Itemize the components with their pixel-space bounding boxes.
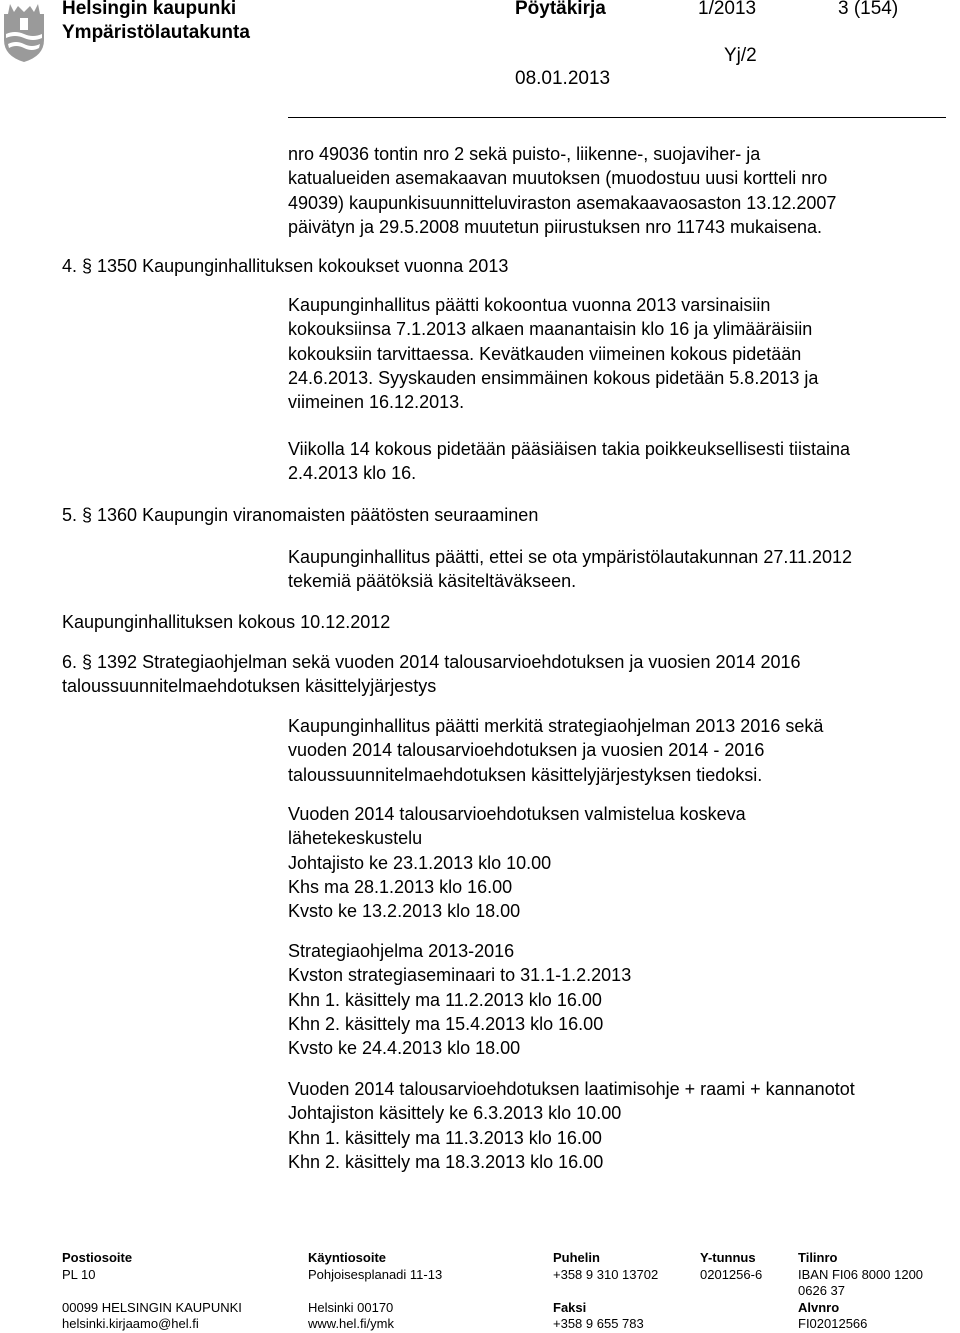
text-line: katualueiden asemakaavan muutoksen (muodostuu uusi kortteli nro xyxy=(288,168,828,189)
item-4-heading: 4. § 1350 Kaupunginhallituksen kokoukset vuonna 2013 xyxy=(62,256,509,276)
footer-value: 0626 37 xyxy=(798,1283,845,1298)
footer-label: Alvnro xyxy=(798,1299,840,1315)
header-divider xyxy=(288,117,946,118)
footer-postal xyxy=(62,1250,242,1333)
footer-value: +358 9 310 13702 xyxy=(553,1266,659,1282)
text-line: lähetekeskustelu xyxy=(288,828,423,849)
meeting-date: 08.01.2013 xyxy=(515,68,611,89)
footer-value: PL 10 xyxy=(62,1266,96,1282)
item-6-paragraph-3 xyxy=(288,939,631,1060)
item-4-paragraph-2 xyxy=(288,437,850,486)
text-line: taloussuunnitelmaehdotuksen käsittelyjärjestyksen tiedoksi. xyxy=(288,764,763,785)
text-line: Kvsto ke 13.2.2013 klo 18.00 xyxy=(288,901,521,922)
item-6-heading xyxy=(62,650,801,699)
text-line: 49039) kaupunkisuunnitteluviraston asemakaavaosaston 13.12.2007 xyxy=(288,192,837,213)
text-line: viimeinen 16.12.2013. xyxy=(288,392,465,413)
item-4-paragraph-1 xyxy=(288,293,818,414)
footer-label: Y-tunnus xyxy=(700,1250,756,1265)
footer-account xyxy=(798,1250,923,1333)
text-line: Khn 2. käsittely ma 18.3.2013 klo 16.00 xyxy=(288,1151,604,1172)
text-line: Kaupunginhallitus päätti kokoontua vuonna 2013 varsinaisiin xyxy=(288,295,771,315)
footer-value: 00099 HELSINGIN KAUPUNKI xyxy=(62,1299,242,1315)
item-6-paragraph-2 xyxy=(288,802,746,923)
text-line: Kaupunginhallitus päätti merkitä strategiaohjelman 2013 2016 sekä xyxy=(288,716,824,736)
city-name: Helsingin kaupunki xyxy=(62,0,237,19)
text-line: Khn 2. käsittely ma 15.4.2013 klo 16.00 xyxy=(288,1013,604,1034)
text-line: Kvston strategiaseminaari to 31.1-1.2.2013 xyxy=(288,965,632,986)
footer-label: Käyntiosoite xyxy=(308,1250,387,1265)
footer-value: Pohjoisesplanadi 11-13 xyxy=(308,1266,443,1282)
footer-value: Helsinki 00170 xyxy=(308,1299,394,1315)
board-name: Ympäristölautakunta xyxy=(62,22,250,43)
text-line: nro 49036 tontin nro 2 sekä puisto-, liikenne-, suojaviher- ja xyxy=(288,144,761,164)
footer-label: Postiosoite xyxy=(62,1250,133,1265)
item-5-heading: 5. § 1360 Kaupungin viranomaisten päätösten seuraaminen xyxy=(62,505,539,525)
footer-visit xyxy=(308,1250,442,1333)
section-id: Yj/2 xyxy=(724,45,757,66)
heading-line: taloussuunnitelmaehdotuksen käsittelyjärjestys xyxy=(62,676,437,697)
footer-web-link[interactable]: www.hel.fi/ymk xyxy=(308,1316,394,1331)
document-type: Pöytäkirja xyxy=(515,0,606,19)
footer-label: Tilinro xyxy=(798,1250,838,1265)
item-6-paragraph-4 xyxy=(288,1077,855,1174)
text-line: vuoden 2014 talousarvioehdotuksen ja vuosien 2014 - 2016 xyxy=(288,740,765,761)
document-number: 1/2013 xyxy=(698,0,757,19)
heading-line: 6. § 1392 Strategiaohjelman sekä vuoden 2014 talousarvioehdotuksen ja vuosien 2014 2016 xyxy=(62,652,801,672)
text-line: tekemiä päätöksiä käsiteltäväkseen. xyxy=(288,571,577,592)
text-line: päivätyn ja 29.5.2008 muutetun piirustuksen nro 11743 mukaisena. xyxy=(288,216,823,237)
footer-value: FI02012566 xyxy=(798,1316,868,1331)
footer-email[interactable]: helsinki.kirjaamo@hel.fi xyxy=(62,1316,199,1331)
text-line: Strategiaohjelma 2013-2016 xyxy=(288,941,515,961)
text-line: Khn 1. käsittely ma 11.3.2013 klo 16.00 xyxy=(288,1127,602,1148)
text-line: Kvsto ke 24.4.2013 klo 18.00 xyxy=(288,1038,521,1059)
item-5-paragraph xyxy=(288,545,852,594)
intro-paragraph xyxy=(288,142,836,239)
footer-value: 0201256-6 xyxy=(700,1266,763,1282)
page-number: 3 (154) xyxy=(838,0,899,19)
helsinki-crest-icon xyxy=(0,0,48,64)
text-line: Kaupunginhallitus päätti, ettei se ota ympäristölautakunnan 27.11.2012 xyxy=(288,547,853,567)
text-line: kokouksiin tarvittaessa. Kevätkauden viimeinen kokous pidetään xyxy=(288,343,802,364)
footer-value: IBAN FI06 8000 1200 xyxy=(798,1266,924,1282)
footer-phone xyxy=(553,1250,658,1333)
text-line: Johtajisto ke 23.1.2013 klo 10.00 xyxy=(288,852,552,873)
text-line: Khs ma 28.1.2013 klo 16.00 xyxy=(288,876,513,897)
text-line: 2.4.2013 klo 16. xyxy=(288,463,417,484)
text-line: Johtajiston käsittely ke 6.3.2013 klo 10.00 xyxy=(288,1103,622,1124)
text-line: 24.6.2013. Syyskauden ensimmäinen kokous pidetään 5.8.2013 ja xyxy=(288,367,819,388)
text-line: Khn 1. käsittely ma 11.2.2013 klo 16.00 xyxy=(288,989,602,1010)
item-6-paragraph-1 xyxy=(288,714,823,787)
meeting-heading: Kaupunginhallituksen kokous 10.12.2012 xyxy=(62,612,391,632)
footer-ytunnus xyxy=(700,1250,762,1283)
text-line: kokouksiinsa 7.1.2013 alkaen maanantaisin klo 16 ja ylimääräisiin xyxy=(288,319,813,340)
text-line: Vuoden 2014 talousarvioehdotuksen valmistelua koskeva xyxy=(288,804,746,824)
text-line: Viikolla 14 kokous pidetään pääsiäisen takia poikkeuksellisesti tiistaina xyxy=(288,439,850,459)
footer-value: +358 9 655 783 xyxy=(553,1316,644,1331)
text-line: Vuoden 2014 talousarvioehdotuksen laatimisohje + raami + kannanotot xyxy=(288,1079,855,1099)
footer-label: Faksi xyxy=(553,1299,587,1315)
footer-label: Puhelin xyxy=(553,1250,600,1265)
